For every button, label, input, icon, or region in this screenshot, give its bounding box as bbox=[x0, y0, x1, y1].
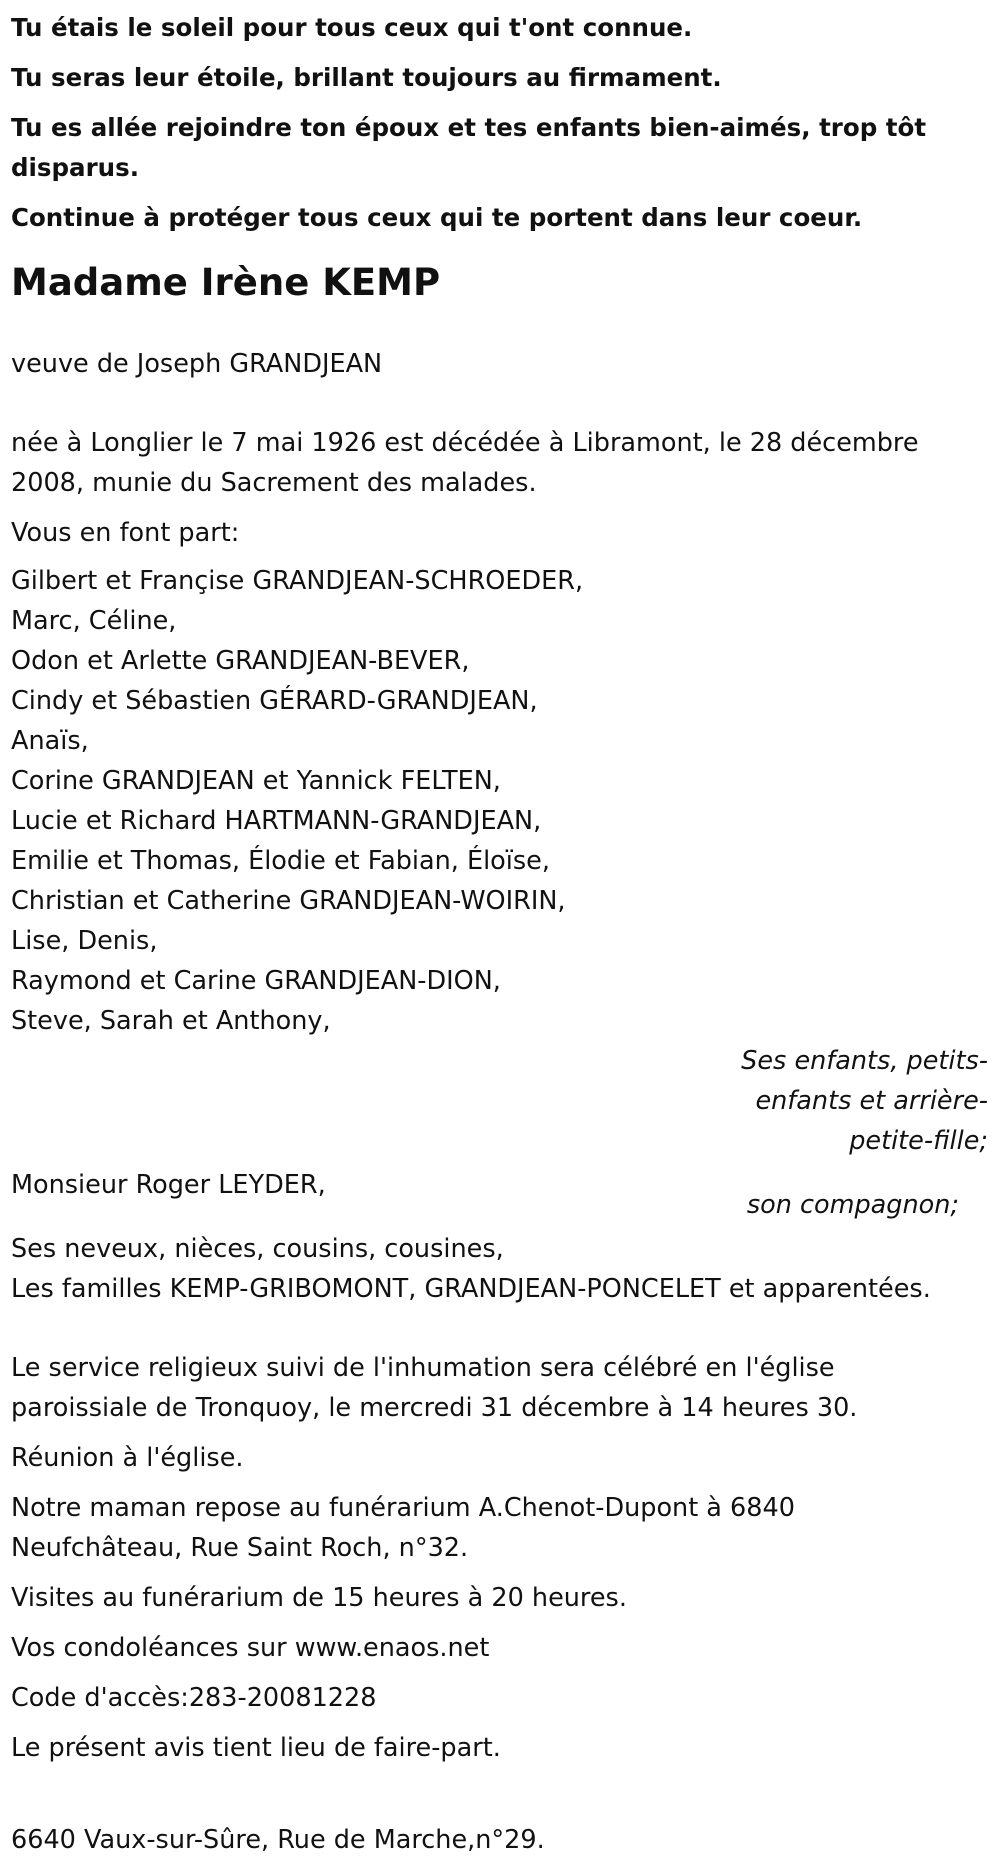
role-line: petite-fille; bbox=[849, 1126, 988, 1156]
companion-role: son compagnon; bbox=[746, 1190, 959, 1220]
list-item: Odon et Arlette GRANDJEAN-BEVER, bbox=[11, 646, 470, 676]
list-item: Anaïs, bbox=[11, 726, 89, 756]
poem-line: Tu seras leur étoile, brillant toujours au firmament. bbox=[11, 63, 722, 92]
list-item: Raymond et Carine GRANDJEAN-DION, bbox=[11, 966, 501, 996]
deceased-name: Madame Irène KEMP bbox=[11, 261, 441, 304]
list-item: Steve, Sarah et Anthony, bbox=[11, 1006, 331, 1036]
list-item: Marc, Céline, bbox=[11, 606, 177, 636]
list-item: Lucie et Richard HARTMANN-GRANDJEAN, bbox=[11, 806, 542, 836]
list-item: Lise, Denis, bbox=[11, 926, 158, 956]
poem bbox=[11, 8, 1000, 238]
poem-line: Continue à protéger tous ceux qui te portent dans leur coeur. bbox=[11, 203, 863, 232]
meeting-info: Réunion à l'église. bbox=[11, 1443, 244, 1473]
relatives-role bbox=[11, 1041, 988, 1161]
access-code: Code d'accès:283-20081228 bbox=[11, 1683, 377, 1713]
poem-line: Tu es allée rejoindre ton époux et tes enfants bien-aimés, trop tôt disparus. bbox=[11, 113, 927, 182]
notice: Le présent avis tient lieu de faire-part. bbox=[11, 1733, 501, 1763]
list-item: Corine GRANDJEAN et Yannick FELTEN, bbox=[11, 766, 501, 796]
list-item: Emilie et Thomas, Élodie et Fabian, Éloïse, bbox=[11, 846, 550, 876]
companion bbox=[11, 1165, 971, 1220]
relatives-list bbox=[11, 561, 971, 1041]
announcement-intro: Vous en font part: bbox=[11, 518, 240, 548]
address: 6640 Vaux-sur-Sûre, Rue de Marche,n°29. bbox=[11, 1825, 545, 1855]
service-info: Le service religieux suivi de l'inhumation sera célébré en l'église paroissiale de Tronquoy, le mercredi 31 décembre à 14 heures 30. bbox=[11, 1353, 858, 1423]
role-line: enfants et arrière- bbox=[755, 1086, 988, 1116]
poem-line: Tu étais le soleil pour tous ceux qui t'ont connue. bbox=[11, 13, 693, 42]
widow-of: veuve de Joseph GRANDJEAN bbox=[11, 349, 383, 379]
list-item: Christian et Catherine GRANDJEAN-WOIRIN, bbox=[11, 886, 566, 916]
list-item: Ses neveux, nièces, cousins, cousines, bbox=[11, 1234, 504, 1264]
list-item: Gilbert et Françise GRANDJEAN-SCHROEDER, bbox=[11, 566, 584, 596]
list-item: Cindy et Sébastien GÉRARD-GRANDJEAN, bbox=[11, 686, 538, 716]
birth-death: née à Longlier le 7 mai 1926 est décédée à Libramont, le 28 décembre 2008, munie du Sacrement des malades. bbox=[11, 428, 919, 498]
obituary-body bbox=[11, 344, 988, 1860]
role-line: Ses enfants, petits- bbox=[741, 1046, 988, 1076]
list-item: Les familles KEMP-GRIBOMONT, GRANDJEAN-PONCELET et apparentées. bbox=[11, 1274, 931, 1304]
visits-info: Visites au funérarium de 15 heures à 20 heures. bbox=[11, 1583, 627, 1613]
companion-name: Monsieur Roger LEYDER, bbox=[11, 1170, 326, 1200]
funeral-home-info: Notre maman repose au funérarium A.Chenot-Dupont à 6840 Neufchâteau, Rue Saint Roch, n°32. bbox=[11, 1493, 795, 1563]
condolences-info: Vos condoléances sur www.enaos.net bbox=[11, 1633, 490, 1663]
other-relatives bbox=[11, 1229, 971, 1309]
